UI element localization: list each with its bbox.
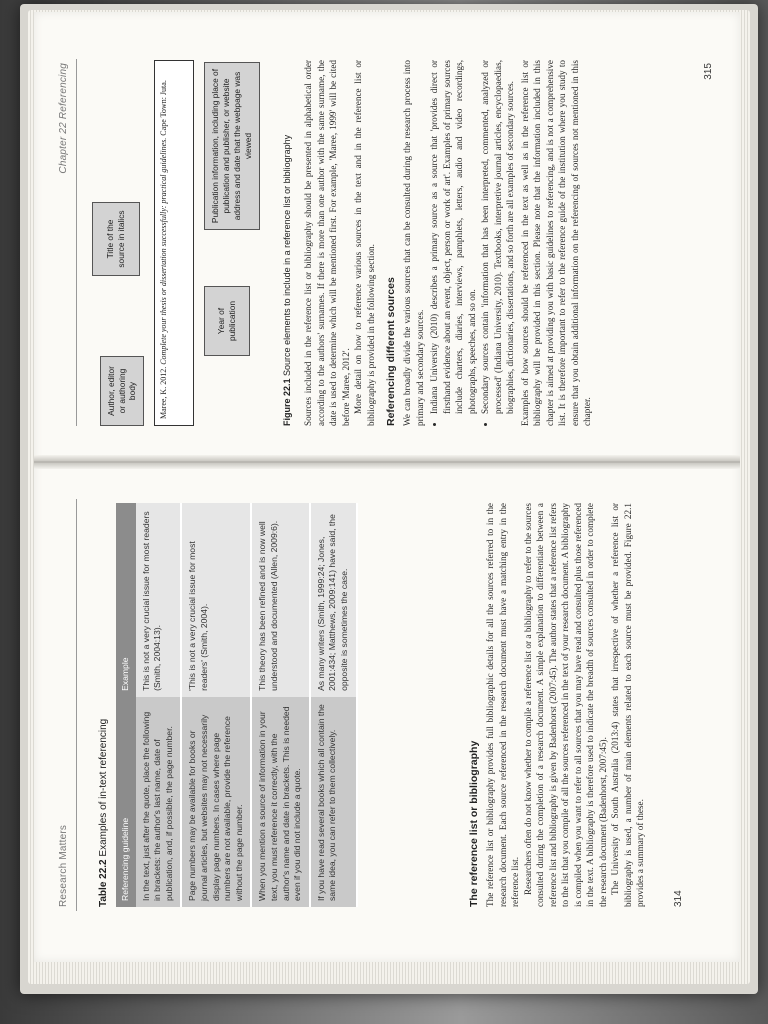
figure-caption xyxy=(282,135,292,426)
header-guideline: Referencing guideline xyxy=(116,697,136,907)
page-number: 315 xyxy=(703,63,714,80)
guideline-cell: If you have read several books which all contain the same idea, you can refer to them collectively. xyxy=(310,697,357,907)
page-314 xyxy=(40,475,700,935)
reference-italic: Complete your thesis or dissertation successfully: practical guidelines. xyxy=(159,137,168,365)
paragraph: Examples of how sources should be referenced in the text as well as in the reference list or bibliography will be provided in this section. Please note that the information included in this chapter is aimed at providing you with basic guidelines to referencing, and is not a comprehensive list. It is therefore important to refer to the reference guide of the institution where you study to ensure that you obtain additional information on the referencing of sources not mentioned in this chapter. xyxy=(519,60,593,426)
header-rule xyxy=(76,59,77,426)
header-example: Example xyxy=(116,503,136,697)
paragraph: Sources included in the reference list or bibliography should be presented in alphabetical order according to the authors' surnames. If there is more than one author with the same surname, the date is used to determine which will be mentioned first. For example, 'Maree, 1999' will be cited before 'Maree, 2012'. xyxy=(303,60,351,426)
section-body xyxy=(484,503,647,907)
example-cell: As many writers (Smith, 1999:24; Jones, 2001:434; Matthews, 2009:141) have said, the opposite is sometimes the case. xyxy=(310,503,357,697)
table-row xyxy=(310,503,357,907)
figure-caption-text: Source elements to include in a reference list or bibliography xyxy=(282,134,292,376)
reference-tail: Cape Town: Juta. xyxy=(159,80,168,138)
figure-label: Figure 22.1 xyxy=(282,378,292,426)
running-head-left: Research Matters xyxy=(58,824,69,907)
paragraph: The reference list or bibliography provides full bibliographic details for all the sources referred to in the research document. Each source referenced in the research document must have a matching entry in the reference list. xyxy=(485,503,521,907)
table-row xyxy=(136,503,182,907)
table-caption xyxy=(98,719,109,907)
page-number: 314 xyxy=(673,890,684,907)
in-text-referencing-table xyxy=(116,503,358,907)
figure-box-year: Year of publication xyxy=(204,286,250,356)
book-gutter xyxy=(34,455,740,469)
guideline-cell: When you mention a source of information in your text, you must reference it correctly, with the author's name and date in brackets. This is needed even if you did not include a quote. xyxy=(251,697,309,907)
list-item: • Secondary sources contain 'information that has been interpreted, commented, analyzed or processed' (Indiana University, 2010). Textbooks, interpretive journal articles, encyclopaedias, biographies, dictionaries, dissertations, and so forth are all examples of secondary sources. xyxy=(479,60,517,414)
table-header-row xyxy=(116,503,136,907)
paragraph: Researchers often do not know whether to compile a reference list or a bibliography to refer to the sources consulted during the completion of a research document. A simple explanation to differentiate between a reference list and bibliography is given by Badenhorst (2007:45). The author states that a reference list refers to the list that you compile of all the sources referenced in the text of your research document. A bibliography is compiled when you want to refer to all sources that you may have read and consulted plus those referenced in the text. A bibliography is therefore used to indicate the breadth of sources consulted in order to complete the research document (Badenhorst, 2007:45). xyxy=(522,503,608,907)
example-cell: 'This is not a very crucial issue for most readers' (Smith, 2004). xyxy=(181,503,251,697)
table-row xyxy=(251,503,309,907)
figure-box-author: Author, editor or authoring body xyxy=(100,356,144,426)
header-rule xyxy=(76,499,77,911)
running-head-right: Chapter 22 Referencing xyxy=(58,63,69,174)
ordering-text xyxy=(302,60,377,426)
list-item: • Indiana University (2010) describes a primary source as a source that 'provides direct or firsthand evidence about an event, object, person or work of art'. Examples of primary sources include charters, diaries, interviews, pamphlets, letters, audio and video recordings, photographs, speeches, and so on. xyxy=(428,60,478,414)
source-types-list xyxy=(428,60,517,426)
reference-plain: Maree, K. 2012. xyxy=(159,364,168,419)
page-315 xyxy=(40,35,730,450)
section-heading: The reference list or bibliography xyxy=(468,740,480,907)
guideline-cell: In the text, just after the quote, place the following in brackets: the author's last name, date of publication, and, if possible, the page number. xyxy=(136,697,182,907)
reference-list-section xyxy=(468,503,647,907)
example-cell: This theory has been refined and is now well understood and documented (Allen, 2009:6). xyxy=(251,503,309,697)
paragraph: We can broadly divide the various sources that can be consulted during the research process into primary and secondary sources. xyxy=(402,60,425,426)
figure-22-1 xyxy=(92,60,272,426)
section-heading: Referencing different sources xyxy=(385,277,398,426)
table-row xyxy=(181,503,251,907)
example-cell: This is not a very crucial issue for most readers (Smith, 2004:13). xyxy=(136,503,182,697)
paragraph: The University of South Australia (2013:4) states that irrespective of whether a reference list or bibliography is used, a number of main elements related to each source must be provided. Figure 22.1 provides a summary of these. xyxy=(610,503,646,907)
figure-box-publication: Publication information, including place of publication and publisher, or website address and date that the webpage was viewed xyxy=(204,62,260,230)
figure-box-title: Title of the source in italics xyxy=(92,202,140,276)
figure-reference-example xyxy=(154,60,194,426)
right-page-body xyxy=(302,60,594,426)
table-title: Examples of in-text referencing xyxy=(98,718,109,857)
table-label: Table 22.2 xyxy=(98,859,109,907)
guideline-cell: Page numbers may be available for books or journal articles, but websites may not necessarily display page numbers. In cases where page numbers are not available, provide the reference without the page number. xyxy=(181,697,251,907)
sources-text xyxy=(401,60,594,426)
paragraph: More detail on how to reference various sources in the text and in the reference list or bibliography is provided in the following section. xyxy=(353,60,376,426)
